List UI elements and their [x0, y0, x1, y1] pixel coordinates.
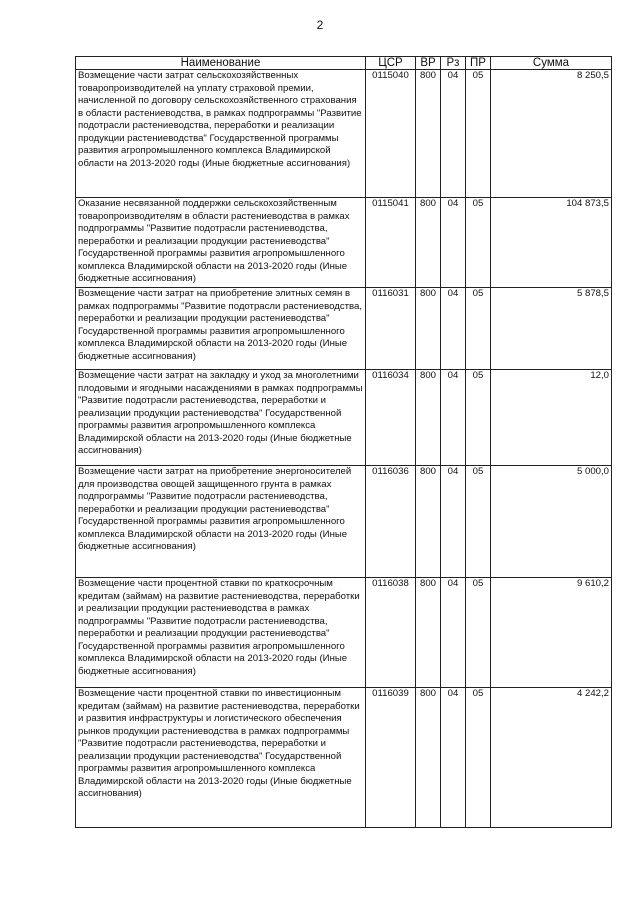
cell-name: Возмещение части процентной ставки по инвестиционным кредитам (займам) на развитие растениеводства, переработки и развития инфраструктуры и логистического обеспечения рынков продукции растениеводства в рамках подпрограммы "Развитие подотрасли растениеводства, переработки и реализации продукции растениеводства" Государственной программы развития агропромышленного комплекса Владимирской области на 2013-2020 годы (Иные бюджетные ассигнования) [76, 688, 366, 828]
cell-csr: 0116038 [366, 578, 416, 688]
header-csr: ЦСР [366, 57, 416, 70]
cell-rz: 04 [441, 70, 466, 198]
cell-name: Оказание несвязанной поддержки сельскохозяйственным товаропроизводителям в области растениеводства в рамках подпрограммы "Развитие подотрасли растениеводства, переработки и реализации продукции растениеводства" Государственной программы развития агропромышленного комплекса Владимирской области на 2013-2020 годы (Иные бюджетные ассигнования) [76, 198, 366, 288]
header-pr: ПР [466, 57, 491, 70]
cell-sum: 9 610,2 [491, 578, 612, 688]
cell-csr: 0116031 [366, 288, 416, 370]
cell-pr: 05 [466, 288, 491, 370]
cell-rz: 04 [441, 466, 466, 578]
cell-rz: 04 [441, 688, 466, 828]
cell-pr: 05 [466, 688, 491, 828]
cell-rz: 04 [441, 370, 466, 466]
cell-csr: 0116034 [366, 370, 416, 466]
header-vr: ВР [416, 57, 441, 70]
table-row [76, 288, 612, 370]
cell-vr: 800 [416, 288, 441, 370]
cell-name: Возмещение части затрат на закладку и уход за многолетними плодовыми и ягодными насаждениями в рамках подпрограммы "Развитие подотрасли растениеводства, переработки и реализации продукции растениеводства" Государственной программы развития агропромышленного комплекса Владимирской области на 2013-2020 годы (Иные бюджетные ассигнования) [76, 370, 366, 466]
table-row [76, 578, 612, 688]
cell-name: Возмещение части затрат на приобретение энергоносителей для производства овощей защищенного грунта в рамках подпрограммы "Развитие подотрасли растениеводства, переработки и реализации продукции растениеводства" Государственной программы развития агропромышленного комплекса Владимирской области на 2013-2020 годы (Иные бюджетные ассигнования) [76, 466, 366, 578]
cell-csr: 0115040 [366, 70, 416, 198]
cell-rz: 04 [441, 198, 466, 288]
cell-sum: 4 242,2 [491, 688, 612, 828]
cell-vr: 800 [416, 70, 441, 198]
cell-sum: 5 878,5 [491, 288, 612, 370]
table-row [76, 466, 612, 578]
cell-sum: 104 873,5 [491, 198, 612, 288]
cell-pr: 05 [466, 198, 491, 288]
table-header-row [76, 57, 612, 70]
header-name: Наименование [76, 57, 366, 70]
table-row [76, 370, 612, 466]
cell-csr: 0115041 [366, 198, 416, 288]
cell-name: Возмещение части затрат сельскохозяйственных товаропроизводителей на уплату страховой премии, начисленной по договору сельскохозяйственного страхования в области растениеводства, в рамках подпрограммы "Развитие подотрасли растениеводства, переработки и реализации продукции растениеводства" Государственной программы развития агропромышленного комплекса Владимирской области на 2013-2020 годы (Иные бюджетные ассигнования) [76, 70, 366, 198]
cell-sum: 8 250,5 [491, 70, 612, 198]
cell-pr: 05 [466, 466, 491, 578]
table-row [76, 70, 612, 198]
cell-vr: 800 [416, 370, 441, 466]
cell-pr: 05 [466, 578, 491, 688]
cell-name: Возмещение части процентной ставки по краткосрочным кредитам (займам) на развитие растениеводства, переработки и реализации продукции растениеводства в рамках подпрограммы "Развитие подотрасли растениеводства, переработки и реализации продукции растениеводства" Государственной программы развития агропромышленного комплекса Владимирской области на 2013-2020 годы (Иные бюджетные ассигнования) [76, 578, 366, 688]
cell-sum: 5 000,0 [491, 466, 612, 578]
cell-pr: 05 [466, 70, 491, 198]
cell-vr: 800 [416, 466, 441, 578]
cell-vr: 800 [416, 578, 441, 688]
cell-vr: 800 [416, 198, 441, 288]
header-sum: Сумма [491, 57, 612, 70]
budget-table [75, 56, 612, 828]
cell-rz: 04 [441, 578, 466, 688]
table-row [76, 198, 612, 288]
cell-csr: 0116036 [366, 466, 416, 578]
cell-rz: 04 [441, 288, 466, 370]
cell-name: Возмещение части затрат на приобретение элитных семян в рамках подпрограммы "Развитие подотрасли растениеводства, переработки и реализации продукции растениеводства" Государственной программы развития агропромышленного комплекса Владимирской области на 2013-2020 годы (Иные бюджетные ассигнования) [76, 288, 366, 370]
cell-sum: 12,0 [491, 370, 612, 466]
cell-pr: 05 [466, 370, 491, 466]
table-row [76, 688, 612, 828]
cell-vr: 800 [416, 688, 441, 828]
header-rz: Рз [441, 57, 466, 70]
cell-csr: 0116039 [366, 688, 416, 828]
page-number: 2 [316, 18, 324, 32]
